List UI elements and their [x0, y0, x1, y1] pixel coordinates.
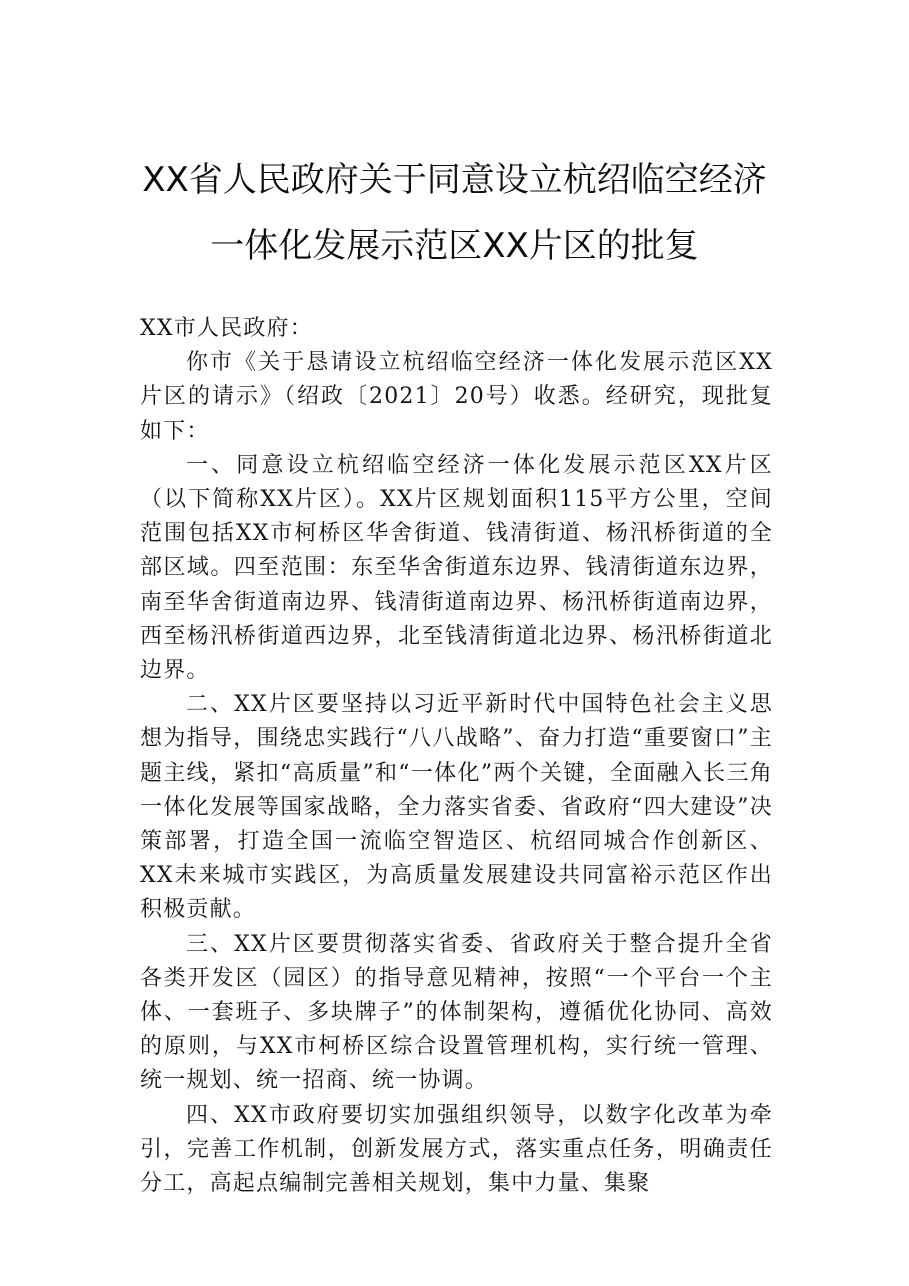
paragraph-item-2: 二、XX片区要坚持以习近平新时代中国特色社会主义思想为指导，围绕忠实践行“八八战略”、奋力打造“重要窗口”主题主线，紧扣“高质量”和“一体化”两个关键，全面融入长三角一体化发展等国家战略，全力落实省委、省政府“四大建设”决策部署，打造全国一流临空智造区、杭绍同城合作创新区、XX未来城市实践区，为高质量发展建设共同富裕示范区作出积极贡献。	[140, 692, 773, 923]
document-body	[140, 312, 773, 1201]
paragraph-item-1: 一、同意设立杭绍临空经济一体化发展示范区XX片区（以下简称XX片区）。XX片区规划面积115平方公里，空间范围包括XX市柯桥区华舍街道、钱清街道、杨汛桥街道的全部区域。四至范围：东至华舍街道东边界、钱清街道东边界，南至华舍街道南边界、钱清街道南边界、杨汛桥街道南边界，西至杨汛桥街道西边界，北至钱清街道北边界、杨汛桥街道北边界。	[140, 452, 773, 684]
paragraph-intro: 你市《关于恳请设立杭绍临空经济一体化发展示范区XX片区的请示》（绍政〔2021〕20号）收悉。经研究，现批复如下：	[140, 350, 773, 444]
salutation: XX市人民政府：	[140, 316, 313, 341]
document-title-line-2: 一体化发展示范区XX片区的批复	[210, 226, 699, 266]
paragraph-item-3: 三、XX片区要贯彻落实省委、省政府关于整合提升全省各类开发区（园区）的指导意见精神，按照“一个平台一个主体、一套班子、多块牌子”的体制架构，遵循优化协同、高效的原则，与XX市柯桥区综合设置管理机构，实行统一管理、统一规划、统一招商、统一协调。	[140, 931, 773, 1094]
document-title-line-1: XX省人民政府关于同意设立杭绍临空经济	[142, 160, 767, 200]
paragraph-item-4: 四、XX市政府要切实加强组织领导，以数字化改革为牵引，完善工作机制，创新发展方式，落实重点任务，明确责任分工，高起点编制完善相关规划，集中力量、集聚	[140, 1102, 773, 1197]
